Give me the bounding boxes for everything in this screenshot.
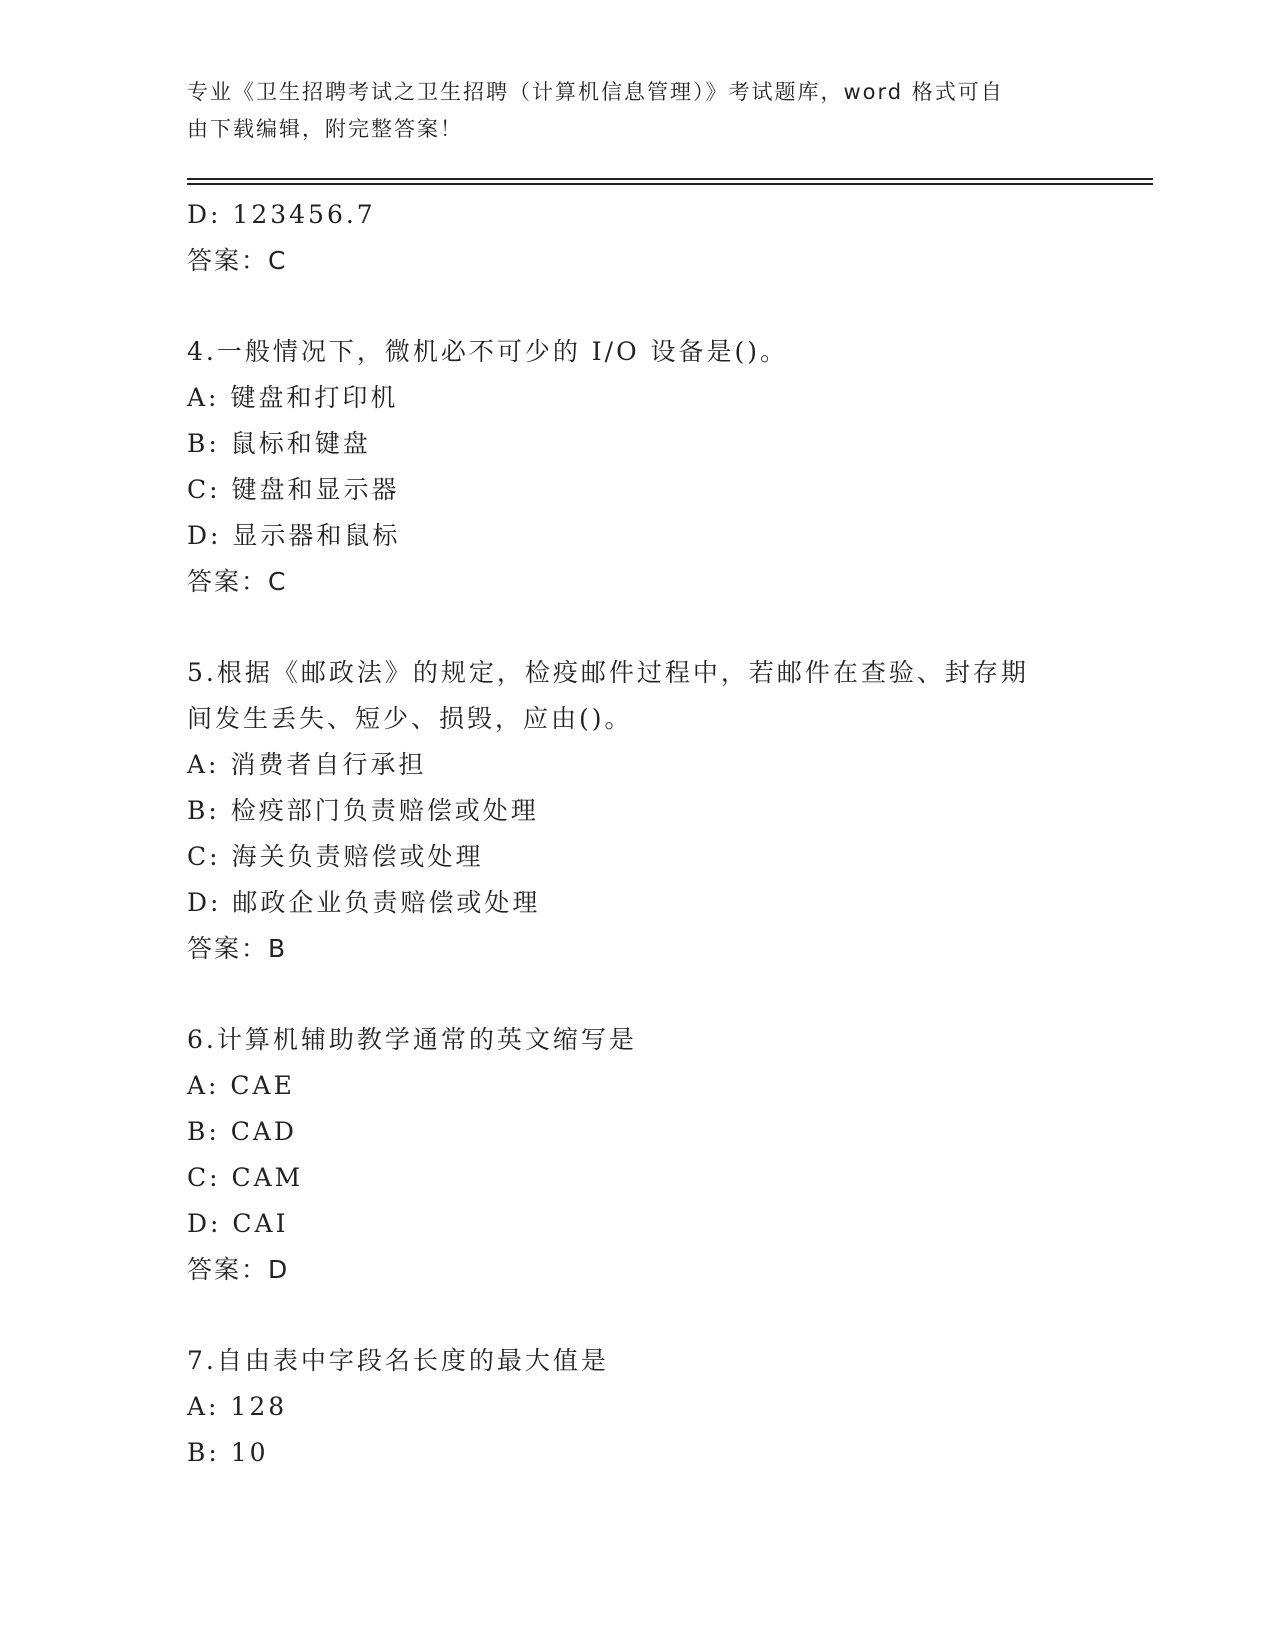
- q7-question: 7.自由表中字段名长度的最大值是: [187, 1346, 609, 1375]
- q6-option-b: B: CAD: [187, 1117, 297, 1146]
- q5-answer: 答案：B: [187, 934, 288, 963]
- q6-option-d: D: CAI: [187, 1209, 289, 1238]
- header-divider-top: [187, 178, 1153, 180]
- q5-option-a: A: 消费者自行承担: [187, 750, 427, 779]
- header-line-2: 由下载编辑，附完整答案！: [187, 117, 463, 141]
- question-list: [187, 192, 1087, 1476]
- q6-answer: 答案：D: [187, 1255, 290, 1284]
- prev-option-d: D: 123456.7: [187, 200, 376, 229]
- q4-option-a: A: 键盘和打印机: [187, 383, 399, 412]
- q7-option-a: A: 128: [187, 1392, 288, 1421]
- q6-option-c: C: CAM: [187, 1163, 304, 1192]
- q6-option-a: A: CAE: [187, 1071, 295, 1100]
- q4-answer: 答案：C: [187, 567, 288, 596]
- header-line-1: 专业《卫生招聘考试之卫生招聘（计算机信息管理）》考试题库，word 格式可自: [187, 80, 1004, 104]
- header-divider-bottom: [187, 183, 1153, 185]
- q5-option-d: D: 邮政企业负责赔偿或处理: [187, 888, 541, 917]
- q7-option-b: B: 10: [187, 1438, 269, 1467]
- q6-question: 6.计算机辅助教学通常的英文缩写是: [187, 1025, 637, 1054]
- document-header: [187, 74, 1067, 148]
- prev-answer: 答案：C: [187, 246, 288, 275]
- q4-option-c: C: 键盘和显示器: [187, 475, 400, 504]
- q5-option-c: C: 海关负责赔偿或处理: [187, 842, 484, 871]
- q4-question: 4.一般情况下，微机必不可少的 I/O 设备是()。: [187, 337, 789, 366]
- q5-question-line-2: 间发生丢失、短少、损毁，应由()。: [187, 704, 633, 733]
- q5-question-line-1: 5.根据《邮政法》的规定，检疫邮件过程中，若邮件在查验、封存期: [187, 658, 1029, 687]
- q4-option-b: B: 鼠标和键盘: [187, 429, 371, 458]
- q5-option-b: B: 检疫部门负责赔偿或处理: [187, 796, 539, 825]
- q4-option-d: D: 显示器和鼠标: [187, 521, 401, 550]
